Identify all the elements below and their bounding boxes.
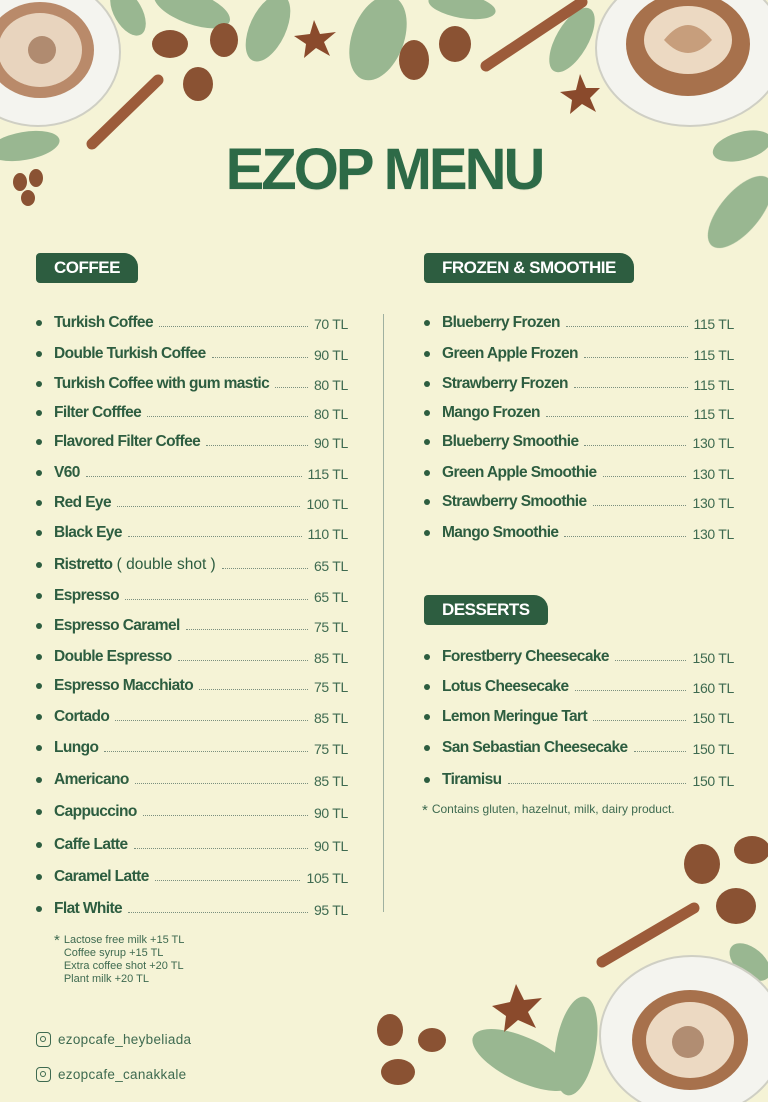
dot-leader: [206, 444, 308, 446]
menu-item: [34, 767, 348, 789]
coffee-cup-icon: [596, 0, 768, 126]
item-name: [442, 345, 578, 363]
item-name-text: Caffe Latte: [54, 836, 128, 853]
bullet-icon: [36, 683, 42, 689]
item-name-text: Filter Cofffee: [54, 404, 142, 421]
dot-leader: [222, 567, 308, 569]
bullet-icon: [424, 320, 430, 326]
dot-leader: [564, 535, 686, 537]
dot-leader: [199, 688, 308, 690]
menu-item: [422, 429, 734, 451]
item-name-text: Espresso: [54, 587, 119, 604]
item-name-text: Strawberry Smoothie: [442, 493, 587, 510]
desserts-section-heading: DESSERTS: [424, 595, 548, 625]
item-name-text: Cortado: [54, 708, 110, 725]
item-price: 75 TL: [313, 741, 348, 757]
instagram-icon: [36, 1032, 51, 1047]
dot-leader: [125, 598, 308, 600]
menu-item: [34, 460, 348, 482]
bullet-icon: [36, 530, 42, 536]
item-name-text: Forestberry Cheesecake: [442, 648, 609, 665]
item-name: [54, 739, 98, 757]
item-name-text: Red Eye: [54, 494, 111, 511]
item-name-text: Cappuccino: [54, 803, 137, 820]
item-name-text: Lotus Cheesecake: [442, 678, 569, 695]
dot-leader: [117, 505, 300, 507]
bullet-icon: [36, 714, 42, 720]
dot-leader: [178, 659, 308, 661]
dot-leader: [615, 659, 687, 661]
instagram-icon: [36, 1067, 51, 1082]
item-name: [54, 404, 141, 422]
item-price: 70 TL: [313, 316, 348, 332]
menu-item: [422, 489, 734, 511]
bullet-icon: [36, 654, 42, 660]
item-name: [54, 587, 119, 605]
item-name-text: Green Apple Smoothie: [442, 464, 597, 481]
dot-leader: [275, 386, 308, 388]
item-price: 115 TL: [693, 377, 734, 393]
menu-item: [34, 735, 348, 757]
bullet-icon: [36, 470, 42, 476]
bullet-icon: [424, 530, 430, 536]
menu-item: [34, 644, 348, 666]
item-name-text: San Sebastian Cheesecake: [442, 739, 628, 756]
bullet-icon: [36, 593, 42, 599]
item-name: [442, 404, 540, 422]
item-price: 90 TL: [313, 838, 348, 854]
extras-line: Extra coffee shot +20 TL: [63, 960, 184, 972]
item-price: 150 TL: [692, 741, 734, 757]
item-name: [54, 900, 122, 918]
item-name-text: Strawberry Frozen: [442, 375, 568, 392]
dot-leader: [584, 356, 688, 358]
item-note: ( double shot ): [112, 556, 216, 573]
menu-item: [34, 490, 348, 512]
dot-leader: [135, 782, 308, 784]
item-price: 160 TL: [692, 680, 734, 696]
extras-line: Lactose free milk +15 TL: [63, 934, 185, 946]
item-price: 65 TL: [313, 558, 348, 574]
asterisk: *: [54, 932, 60, 949]
item-name: [442, 375, 568, 393]
item-price: 75 TL: [313, 679, 348, 695]
item-name: [54, 524, 122, 542]
dot-leader: [593, 719, 686, 721]
item-price: 150 TL: [692, 710, 734, 726]
bullet-icon: [36, 439, 42, 445]
menu-item: [422, 520, 734, 542]
menu-item: [422, 371, 734, 393]
menu-item: [34, 310, 348, 332]
item-name-text: Mango Smoothie: [442, 524, 559, 541]
item-name-text: Ristretto: [54, 556, 113, 573]
item-name-text: Blueberry Smoothie: [442, 433, 579, 450]
asterisk: *: [422, 802, 428, 819]
item-price: 105 TL: [306, 870, 348, 886]
item-price: 130 TL: [692, 526, 734, 542]
item-name: [442, 771, 502, 789]
coffee-cup-icon: [0, 0, 120, 126]
allergen-note-text: Contains gluten, hazelnut, milk, dairy product.: [431, 802, 675, 816]
bullet-icon: [424, 439, 430, 445]
coffee-cup-icon: [600, 956, 768, 1102]
dot-leader: [128, 911, 308, 913]
item-name-text: Flavored Filter Coffee: [54, 433, 201, 450]
item-name-text: Tiramisu: [442, 771, 502, 788]
dot-leader: [86, 475, 302, 477]
menu-item: [422, 310, 734, 332]
item-name-text: Double Turkish Coffee: [54, 345, 206, 362]
page-title: EZOP MENU: [225, 137, 543, 202]
dot-leader: [634, 750, 687, 752]
frozen-section-heading: FROZEN & SMOOTHIE: [424, 253, 634, 283]
item-name: [54, 771, 129, 789]
item-name: [442, 708, 587, 726]
item-price: 85 TL: [313, 650, 348, 666]
item-name-text: Caramel Latte: [54, 868, 149, 885]
item-price: 100 TL: [306, 496, 348, 512]
item-name-text: Mango Frozen: [442, 404, 540, 421]
menu-item: [422, 341, 734, 363]
bullet-icon: [36, 562, 42, 568]
menu-item: [34, 400, 348, 422]
item-price: 150 TL: [692, 650, 734, 666]
dot-leader: [159, 325, 308, 327]
bullet-icon: [424, 777, 430, 783]
item-name: [54, 868, 149, 886]
dot-leader: [584, 444, 686, 446]
menu-item: [34, 613, 348, 635]
social-handle: ezopcafe_canakkale: [58, 1067, 187, 1082]
item-price: 130 TL: [692, 495, 734, 511]
menu-item: [34, 429, 348, 451]
item-name: [54, 677, 193, 695]
item-price: 150 TL: [692, 773, 734, 789]
menu-item: [422, 400, 734, 422]
item-price: 130 TL: [692, 435, 734, 451]
bullet-icon: [36, 745, 42, 751]
bullet-icon: [424, 410, 430, 416]
item-name-text: Black Eye: [54, 524, 122, 541]
menu-item: [422, 460, 734, 482]
dot-leader: [143, 814, 308, 816]
item-name: [442, 314, 560, 332]
item-price: 115 TL: [693, 406, 734, 422]
menu-item: [422, 735, 734, 757]
dot-leader: [593, 504, 687, 506]
bullet-icon: [424, 470, 430, 476]
item-name: [54, 803, 137, 821]
item-price: 65 TL: [313, 589, 348, 605]
dot-leader: [212, 356, 308, 358]
dot-leader: [134, 847, 308, 849]
bullet-icon: [424, 499, 430, 505]
bullet-icon: [36, 320, 42, 326]
item-name-text: Lungo: [54, 739, 99, 756]
item-name: [442, 678, 569, 696]
bullet-icon: [36, 809, 42, 815]
item-name: [54, 433, 200, 451]
item-name-text: Double Espresso: [54, 648, 172, 665]
item-price: 75 TL: [313, 619, 348, 635]
menu-item: [34, 583, 348, 605]
item-name: [442, 464, 597, 482]
menu-item: [34, 371, 348, 393]
item-price: 80 TL: [313, 406, 348, 422]
item-price: 85 TL: [313, 710, 348, 726]
item-name-text: Turkish Coffee with gum mastic: [54, 375, 270, 392]
bullet-icon: [424, 654, 430, 660]
item-price: 110 TL: [307, 526, 348, 542]
bullet-icon: [36, 777, 42, 783]
bullet-icon: [36, 410, 42, 416]
item-name: [54, 314, 153, 332]
extras-line: Coffee syrup +15 TL: [63, 947, 164, 959]
item-name: [442, 524, 558, 542]
bullet-icon: [424, 381, 430, 387]
item-price: 115 TL: [693, 316, 734, 332]
item-name: [442, 493, 587, 511]
dot-leader: [508, 782, 687, 784]
menu-item: [34, 832, 348, 854]
item-name: [442, 433, 578, 451]
item-price: 130 TL: [692, 466, 734, 482]
menu-item: [34, 552, 348, 574]
item-name-text: V60: [54, 464, 80, 481]
menu-item: [34, 896, 348, 918]
item-price: 115 TL: [307, 466, 348, 482]
item-name-text: Turkish Coffee: [54, 314, 153, 331]
dot-leader: [574, 386, 688, 388]
dot-leader: [104, 750, 308, 752]
item-price: 90 TL: [313, 805, 348, 821]
social-link-canakkale[interactable]: [36, 1067, 187, 1082]
menu-item: [422, 704, 734, 726]
item-name: [54, 375, 269, 393]
extras-line: Plant milk +20 TL: [63, 973, 149, 985]
column-divider: [383, 314, 384, 912]
item-name-text: Lemon Meringue Tart: [442, 708, 588, 725]
item-name-text: Flat White: [54, 900, 123, 917]
allergen-note: [422, 803, 675, 817]
item-name: [54, 836, 128, 854]
item-name: [54, 464, 80, 482]
item-price: 85 TL: [313, 773, 348, 789]
dot-leader: [566, 325, 688, 327]
bullet-icon: [424, 351, 430, 357]
item-name: [442, 739, 628, 757]
item-name: [54, 494, 111, 512]
menu-item: [422, 644, 734, 666]
item-name-text: Blueberry Frozen: [442, 314, 560, 331]
menu-item: [422, 674, 734, 696]
item-price: 80 TL: [313, 377, 348, 393]
item-price: 90 TL: [313, 435, 348, 451]
item-name: [54, 648, 172, 666]
bullet-icon: [36, 623, 42, 629]
dot-leader: [128, 535, 302, 537]
dot-leader: [155, 879, 301, 881]
dot-leader: [147, 415, 308, 417]
bullet-icon: [36, 842, 42, 848]
item-name: [54, 708, 109, 726]
social-handle: ezopcafe_heybeliada: [58, 1032, 192, 1047]
dot-leader: [603, 475, 687, 477]
dot-leader: [575, 689, 687, 691]
coffee-extras-note: [54, 934, 184, 986]
menu-item: [34, 704, 348, 726]
item-name-text: Green Apple Frozen: [442, 345, 578, 362]
menu-item: [422, 767, 734, 789]
bullet-icon: [424, 684, 430, 690]
coffee-section-heading: COFFEE: [36, 253, 138, 283]
dot-leader: [115, 719, 308, 721]
menu-item: [34, 799, 348, 821]
bullet-icon: [36, 874, 42, 880]
item-name-text: Americano: [54, 771, 129, 788]
item-name-text: Espresso Caramel: [54, 617, 180, 634]
menu-item: [34, 864, 348, 886]
item-name: [54, 556, 216, 574]
item-name: [54, 345, 206, 363]
bullet-icon: [424, 714, 430, 720]
bullet-icon: [36, 381, 42, 387]
item-price: 115 TL: [693, 347, 734, 363]
social-link-heybeliada[interactable]: [36, 1032, 191, 1047]
menu-item: [34, 341, 348, 363]
menu-item: [34, 673, 348, 695]
item-price: 90 TL: [313, 347, 348, 363]
item-price: 95 TL: [313, 902, 348, 918]
dot-leader: [546, 415, 688, 417]
dot-leader: [186, 628, 308, 630]
item-name: [442, 648, 609, 666]
bullet-icon: [36, 351, 42, 357]
bullet-icon: [36, 500, 42, 506]
item-name: [54, 617, 180, 635]
bullet-icon: [424, 745, 430, 751]
item-name-text: Espresso Macchiato: [54, 677, 194, 694]
menu-item: [34, 520, 348, 542]
bullet-icon: [36, 906, 42, 912]
